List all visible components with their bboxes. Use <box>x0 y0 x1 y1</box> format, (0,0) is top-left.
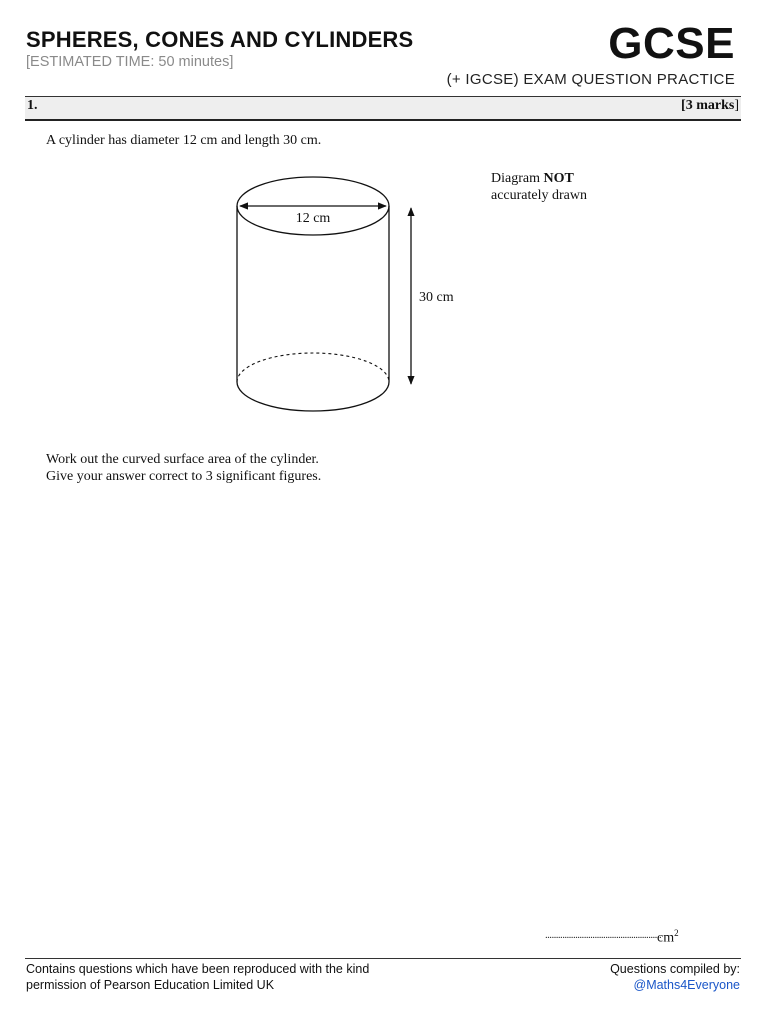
diameter-label: 12 cm <box>295 211 331 226</box>
diagram-note <box>491 170 574 187</box>
marks-value: 3 marks <box>685 98 735 113</box>
page-subtitle: (+ IGCSE) EXAM QUESTION PRACTICE <box>446 71 735 88</box>
question-header-bar <box>25 96 741 121</box>
diagram-note-line2: accurately drawn <box>491 188 587 203</box>
question-marks <box>681 98 739 114</box>
author-handle-link[interactable]: @Maths4Everyone <box>633 978 740 992</box>
permission-line-2: permission of Pearson Education Limited UK <box>26 978 275 992</box>
page-title: SPHERES, CONES AND CYLINDERS <box>26 27 414 52</box>
question-intro: A cylinder has diameter 12 cm and length 30 cm. <box>46 133 322 148</box>
answer-unit <box>657 928 679 947</box>
answer-line: ...................................................... <box>545 929 662 941</box>
footer-divider <box>25 958 741 959</box>
marks-close: ] <box>734 98 739 113</box>
diagram-note-prefix: Diagram <box>491 171 544 186</box>
cylinder-bottom-front-edge <box>237 382 389 411</box>
instruction-line-1: Work out the curved surface area of the cylinder. <box>46 452 319 467</box>
length-label: 30 cm <box>419 290 454 305</box>
permission-line-1: Contains questions which have been reproduced with the kind <box>26 962 370 976</box>
instruction-line-2: Give your answer correct to 3 significant figures. <box>46 469 322 484</box>
question-number: 1. <box>27 98 38 113</box>
brand-label: GCSE <box>608 19 735 68</box>
compiled-by-label: Questions compiled by: <box>610 962 740 976</box>
marks-open: [ <box>681 98 686 113</box>
answer-unit-base: cm <box>657 930 675 946</box>
estimated-time: [ESTIMATED TIME: 50 minutes] <box>26 54 234 70</box>
cylinder-bottom-hidden-edge <box>237 353 389 382</box>
diagram-note-bold: NOT <box>543 171 574 186</box>
cylinder-diagram <box>220 168 480 418</box>
answer-unit-power: 2 <box>674 928 679 938</box>
